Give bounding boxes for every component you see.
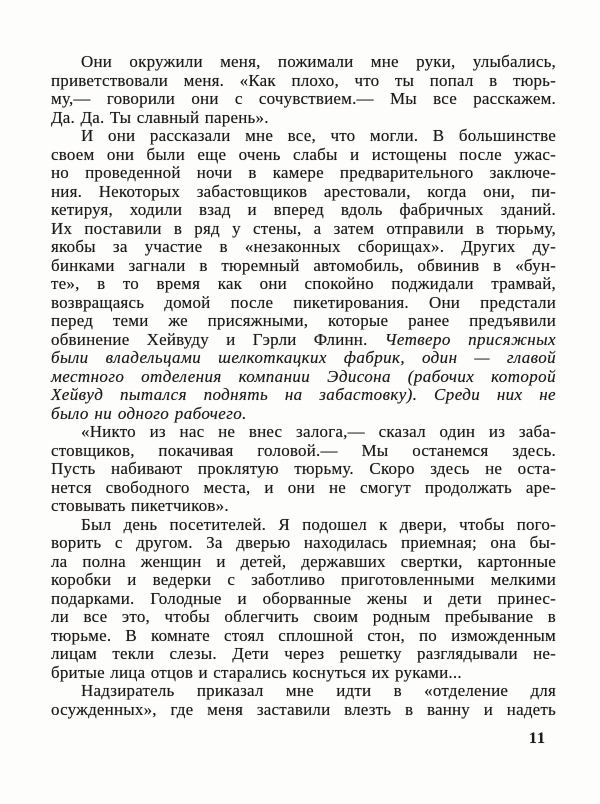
text-run: осужденных», где меня заставили влезть в ванну и надеть (51, 699, 556, 719)
text-line (51, 72, 556, 91)
text-run: Надзиратель приказал мне идти в «отделение для (81, 681, 556, 700)
text-run: бритые лица отцов и старались коснуться их руками... (51, 662, 462, 682)
text-line (51, 460, 556, 479)
paragraph (51, 127, 556, 423)
text-run: кетируя, ходили взад и вперед вдоль фабричных зданий. (51, 200, 556, 219)
text-line (51, 53, 556, 72)
paragraph (51, 423, 556, 516)
text-run: лицам текли слезы. Дети через решетку разглядывали не- (51, 644, 556, 663)
text-line (51, 127, 556, 146)
text-line (51, 516, 556, 535)
text-run: му,— говорили они с сочувствием.— Мы все расскажем. (51, 89, 556, 108)
text-line (51, 109, 556, 128)
text-line (51, 164, 556, 183)
text-line (51, 238, 556, 257)
text-run: перед теми же присяжными, которые ранее предъявили (51, 311, 556, 330)
text-run: якобы за участие в «незаконных сборищах». Других ду- (51, 237, 556, 256)
text-run: те», в то время как они спокойно поджидали трамвай, (51, 274, 556, 293)
text-line (51, 423, 556, 442)
text-line (51, 479, 556, 498)
text-run: Их поставили в ряд у стены, а затем отправили в тюрьму, (51, 218, 556, 238)
text-line (51, 442, 556, 461)
text-line (51, 405, 556, 424)
text-line (51, 368, 556, 387)
paragraph (51, 53, 556, 127)
text-line (51, 183, 556, 202)
text-run: но проведенной ночи в камере предварительного заключе- (51, 163, 556, 182)
paragraph (51, 682, 556, 719)
text-line (51, 294, 556, 313)
text-line (51, 553, 556, 572)
text-run: бинками загнали в тюремный автомобиль, обвинив в «бун- (51, 255, 556, 275)
text-line (51, 90, 556, 109)
text-line (51, 386, 556, 405)
text-run: ли все это, чтобы облегчить своим родным пребывание в (51, 607, 556, 626)
text-run: ния. Некоторых забастовщиков арестовали, когда они, пи- (51, 181, 556, 201)
text-line (51, 349, 556, 368)
text-line (51, 571, 556, 590)
text-block (51, 53, 556, 719)
text-line (51, 331, 556, 350)
text-line (51, 590, 556, 609)
text-run: коробки и ведерки с заботливо приготовленными мелкими (51, 570, 556, 589)
text-run: ворить с другом. За дверью находилась приемная; она бы- (51, 533, 556, 552)
text-line (51, 664, 556, 683)
text-run: тюрьме. В комнате стоял сплошной стон, по изможденным (51, 625, 556, 645)
italic-text-run: были владельцами шелкоткацких фабрик, один — главой (51, 348, 556, 367)
text-line (51, 608, 556, 627)
text-run: подарками. Голодные и оборванные жены и дети принес- (51, 588, 556, 608)
text-line (51, 220, 556, 239)
paragraph (51, 516, 556, 683)
text-run: стовщиков, покачивая головой.— Мы останемся здесь. (51, 440, 556, 460)
text-line (51, 497, 556, 516)
text-run: приветствовали меня. «Как плохо, что ты попал в тюрь- (51, 70, 556, 90)
italic-text-run: Четверо присяжных (384, 329, 556, 349)
text-line (51, 275, 556, 294)
text-line (51, 146, 556, 165)
text-line (51, 257, 556, 276)
text-line (51, 645, 556, 664)
text-run: Был день посетителей. Я подошел к двери, чтобы пого- (81, 514, 556, 534)
text-run: ла полна женщин и детей, державших свертки, картонные (51, 551, 556, 571)
text-run: своем они были еще очень слабы и истощены после ужас- (51, 144, 556, 164)
text-line (51, 534, 556, 553)
text-line (51, 312, 556, 331)
text-line (51, 701, 556, 720)
text-run: стовывать пикетчиков». (51, 496, 229, 515)
text-line (51, 627, 556, 646)
text-run: обвинение Хейвуду и Гэрли Флинн. (51, 329, 385, 349)
text-run: Пусть набивают проклятую тюрьму. Скоро здесь не оста- (51, 459, 556, 478)
text-run: Да. Да. Ты славный парень». (51, 107, 269, 127)
italic-text-run: Хейвуд пытался поднять на забастовку). Среди них не (51, 385, 556, 404)
text-line (51, 682, 556, 701)
text-run: «Никто из нас не внес залога,— сказал один из заба- (81, 422, 556, 441)
text-run: нется свободного места, и они не смогут продолжать аре- (51, 477, 556, 497)
text-run: возвращаясь домой после пикетирования. Они предстали (51, 292, 556, 312)
page-number: 11 (528, 730, 546, 747)
text-run: И они рассказали мне все, что могли. В большинстве (81, 126, 556, 145)
text-line (51, 201, 556, 220)
text-run: Они окружили меня, пожимали мне руки, улыбались, (81, 52, 556, 71)
italic-text-run: местного отделения компании Эдисона (рабочих которой (51, 366, 556, 386)
italic-text-run: было ни одного рабочего. (51, 403, 247, 423)
